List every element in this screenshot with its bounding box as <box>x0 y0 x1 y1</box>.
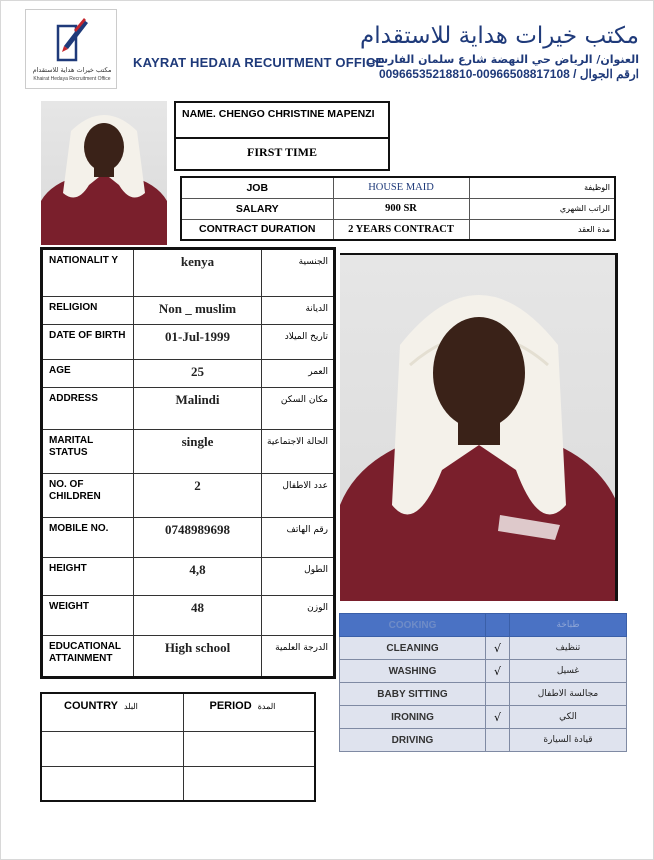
info-row <box>42 430 335 474</box>
info-row <box>42 297 335 325</box>
nationality-label: NATIONALIT Y <box>42 249 134 297</box>
job-table <box>180 176 616 241</box>
country-cell <box>41 731 183 766</box>
dob-label: DATE OF BIRTH <box>42 325 134 360</box>
skill-washing-ar: غسيل <box>510 660 627 683</box>
skill-cleaning-ar: تنظيف <box>510 637 627 660</box>
height-value: 4,8 <box>134 558 262 596</box>
skill-row <box>340 637 627 660</box>
candidate-name: NAME. CHENGO CHRISTINE MAPENZI <box>174 101 390 139</box>
age-label-ar: العمر <box>262 360 335 388</box>
pen-logo-icon <box>54 16 90 64</box>
country-header <box>41 693 183 731</box>
country-label: COUNTRY <box>64 700 118 712</box>
skill-check <box>486 729 510 752</box>
skill-driving-ar: قيادة السيارة <box>510 729 627 752</box>
skill-row <box>340 729 627 752</box>
children-label-ar: عدد الاطفال <box>262 474 335 518</box>
skill-ironing: IRONING <box>340 706 486 729</box>
contract-value: 2 YEARS CONTRACT <box>333 219 469 240</box>
skill-driving: DRIVING <box>340 729 486 752</box>
job-label-ar: الوظيفة <box>469 177 615 198</box>
skills-table <box>339 613 627 752</box>
experience-header-row <box>41 693 315 731</box>
children-value: 2 <box>134 474 262 518</box>
marital-value: single <box>134 430 262 474</box>
contract-row <box>181 219 615 240</box>
period-label-ar: المدة <box>257 702 276 711</box>
religion-value: Non _ muslim <box>134 297 262 325</box>
experience-row <box>41 731 315 766</box>
marital-label: MARITAL STATUS <box>42 430 134 474</box>
info-row <box>42 388 335 430</box>
marital-label-ar: الحالة الاجتماعية <box>262 430 335 474</box>
office-name-english: KAYRAT HEDAIA RECUITMENT OFFICE <box>133 55 385 70</box>
candidate-photo-large <box>340 253 618 601</box>
skill-cooking: COOKING <box>340 614 486 637</box>
office-name-arabic: مكتب خيرات هداية للاستقدام <box>360 23 639 49</box>
skill-check <box>486 614 510 637</box>
salary-label-ar: الراتب الشهري <box>469 198 615 219</box>
skill-cleaning: CLEANING <box>340 637 486 660</box>
skill-check: √ <box>486 637 510 660</box>
info-row <box>42 474 335 518</box>
height-label: HEIGHT <box>42 558 134 596</box>
info-row <box>42 596 335 636</box>
job-value: HOUSE MAID <box>333 177 469 198</box>
mobile-label-ar: رقم الهاتف <box>262 518 335 558</box>
address-label: ADDRESS <box>42 388 134 430</box>
logo-english-text: Khairat Hedaya Recruitment Office <box>33 76 111 82</box>
address-value: Malindi <box>134 388 262 430</box>
logo-arabic-text: مكتب خيرات هداية للاستقدام <box>32 66 112 74</box>
age-label: AGE <box>42 360 134 388</box>
office-logo <box>25 9 117 89</box>
info-row <box>42 249 335 297</box>
period-header <box>183 693 315 731</box>
skill-check <box>486 683 510 706</box>
skill-row <box>340 706 627 729</box>
info-row <box>42 636 335 678</box>
salary-label: SALARY <box>181 198 333 219</box>
office-address: العنوان/ الرياض حي النهضة شارع سلمان الفارسي <box>366 53 639 66</box>
skill-row <box>340 660 627 683</box>
skill-washing: WASHING <box>340 660 486 683</box>
skill-baby-sitting: BABY SITTING <box>340 683 486 706</box>
religion-label: RELIGION <box>42 297 134 325</box>
office-phone: 00966535218810-00966508817108 / ارقم الجوال <box>378 67 639 81</box>
weight-value: 48 <box>134 596 262 636</box>
nationality-label-ar: الجنسية <box>262 249 335 297</box>
experience-table <box>40 692 316 802</box>
personal-info-table <box>40 247 336 679</box>
skill-row <box>340 614 627 637</box>
nationality-value: kenya <box>134 249 262 297</box>
job-row <box>181 177 615 198</box>
period-cell <box>183 731 315 766</box>
age-value: 25 <box>134 360 262 388</box>
info-row <box>42 518 335 558</box>
education-label-ar: الدرجة العلمية <box>262 636 335 678</box>
info-row <box>42 325 335 360</box>
skill-row <box>340 683 627 706</box>
education-value: High school <box>134 636 262 678</box>
address-label-ar: مكان السكن <box>262 388 335 430</box>
skill-baby-sitting-ar: مجالسة الاطفال <box>510 683 627 706</box>
period-label: PERIOD <box>209 700 252 712</box>
country-cell <box>41 766 183 801</box>
education-label: EDUCATIONAL ATTAINMENT <box>42 636 134 678</box>
dob-value: 01-Jul-1999 <box>134 325 262 360</box>
info-row <box>42 558 335 596</box>
skill-ironing-ar: الكي <box>510 706 627 729</box>
height-label-ar: الطول <box>262 558 335 596</box>
weight-label: WEIGHT <box>42 596 134 636</box>
job-label: JOB <box>181 177 333 198</box>
dob-label-ar: تاريخ الميلاد <box>262 325 335 360</box>
salary-value: 900 SR <box>333 198 469 219</box>
contract-label-ar: مدة العقد <box>469 219 615 240</box>
mobile-label: MOBILE NO. <box>42 518 134 558</box>
skill-cooking-ar: طباخة <box>510 614 627 637</box>
country-label-ar: البلد <box>123 702 138 711</box>
period-cell <box>183 766 315 801</box>
info-row <box>42 360 335 388</box>
salary-row <box>181 198 615 219</box>
children-label: NO. OF CHILDREN <box>42 474 134 518</box>
contract-label: CONTRACT DURATION <box>181 219 333 240</box>
skill-check: √ <box>486 660 510 683</box>
religion-label-ar: الديانة <box>262 297 335 325</box>
skill-check: √ <box>486 706 510 729</box>
candidate-photo-small <box>41 101 167 245</box>
experience-row <box>41 766 315 801</box>
candidate-status: FIRST TIME <box>174 137 390 171</box>
mobile-value: 0748989698 <box>134 518 262 558</box>
weight-label-ar: الوزن <box>262 596 335 636</box>
